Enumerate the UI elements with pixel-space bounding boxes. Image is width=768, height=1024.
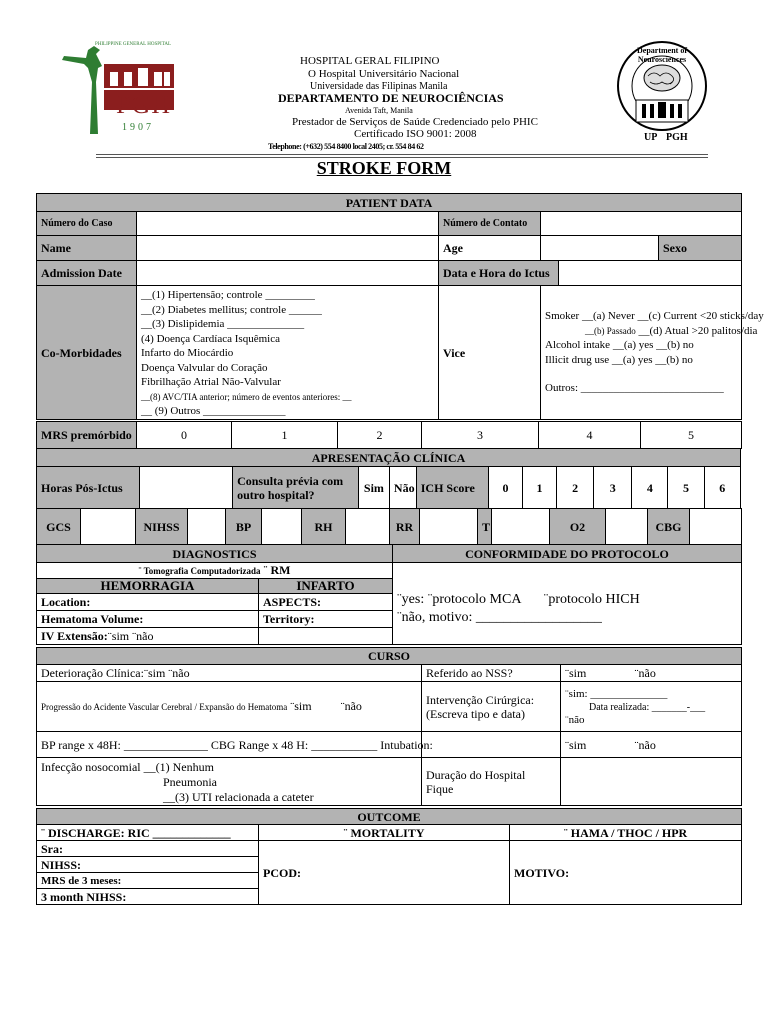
mrs-option[interactable]: 4: [539, 422, 641, 449]
intubation-no[interactable]: ¨não: [631, 732, 742, 758]
hours-post-ictus-label: Horas Pós-Ictus: [37, 467, 140, 509]
protocol-no-reason[interactable]: ¨não, motivo: __________________: [397, 609, 602, 625]
ich-score-label: ICH Score: [416, 467, 488, 509]
contact-no-label: Número de Contato: [439, 212, 541, 236]
surgery-date[interactable]: Data realizada: _______-___: [589, 701, 706, 713]
mrs-option[interactable]: 2: [338, 422, 422, 449]
mrs-option[interactable]: 5: [641, 422, 742, 449]
ich-score-option[interactable]: 0: [488, 467, 522, 509]
smoker-past[interactable]: __(b) Passado: [585, 325, 636, 336]
bp-field[interactable]: [262, 509, 302, 545]
phone-line: Telephone: (+632) 554 8400 local 2405; cr. 554 84 62: [268, 142, 424, 151]
hemorrhage-header: HEMORRAGIA: [37, 579, 259, 594]
intubation-label: Intubation:: [380, 737, 433, 752]
smoker-current-heavy[interactable]: __(d) Atual >20 palitos/dia: [638, 324, 758, 337]
prior-consult-line: Consulta prévia com: [237, 473, 344, 488]
territory-field[interactable]: Territory:: [259, 611, 393, 628]
pgh-logo-brand: PGH: [116, 90, 172, 119]
motivo-field[interactable]: MOTIVO:: [510, 841, 742, 905]
mrs-label: MRS premórbido: [37, 422, 137, 449]
age-label: Age: [439, 236, 541, 261]
deterioration-field[interactable]: [37, 665, 422, 682]
infarct-header: INFARTO: [259, 579, 393, 594]
admission-date-label: Admission Date: [37, 261, 137, 286]
comorbidity-item[interactable]: Fibrilhação Atrial Não-Valvular: [141, 376, 281, 389]
patient-data-table: [36, 193, 764, 420]
mrs-option[interactable]: 3: [422, 422, 539, 449]
department-name: DEPARTAMENTO DE NEUROCIÊNCIAS: [278, 91, 504, 105]
protocol-yes-mca[interactable]: ¨yes: ¨protocolo MCA: [397, 591, 521, 607]
hematoma-volume-field[interactable]: Hematoma Volume:: [37, 611, 259, 628]
imaging-rm-option[interactable]: ¨ RM: [263, 563, 291, 577]
hama-option[interactable]: ¨ HAMA / THOC / HPR: [510, 825, 742, 841]
intubation-spacer: [422, 732, 561, 758]
conformity-header: CONFORMIDADE DO PROTOCOLO: [393, 545, 742, 563]
alcohol-line[interactable]: Alcohol intake __(a) yes __(b) no: [545, 339, 694, 352]
outcome-table: [36, 808, 742, 905]
form-title: STROKE FORM: [316, 158, 452, 178]
referred-no[interactable]: ¨não: [631, 665, 742, 682]
referred-yes[interactable]: ¨sim: [561, 665, 631, 682]
vice-block[interactable]: [541, 286, 764, 420]
iso-line: Certificado ISO 9001: 2008: [354, 128, 477, 140]
progression-no[interactable]: ¨não: [340, 699, 362, 713]
age-field[interactable]: [541, 236, 659, 261]
temp-label: T: [478, 509, 492, 545]
iv-extension-options[interactable]: ¨sim ¨não: [107, 629, 154, 643]
hospital-stay-line: Fique: [426, 781, 454, 796]
comorbidity-item[interactable]: __(8) AVC/TIA anterior; número de eventos anteriores: __: [141, 391, 352, 402]
prior-consult-label: [233, 467, 359, 509]
comorbidity-item[interactable]: __(1) Hipertensão; controle _________: [141, 289, 315, 302]
course-table: [36, 647, 742, 806]
mrs-3-months-field[interactable]: MRS de 3 meses:: [37, 873, 259, 889]
comorbidity-item[interactable]: Infarto do Miocárdio: [141, 347, 234, 360]
contact-no-field[interactable]: [541, 212, 742, 236]
bp-label: BP: [226, 509, 262, 545]
ich-score-option[interactable]: 1: [523, 467, 557, 509]
comorbidity-item[interactable]: __(2) Diabetes mellitus; controle ______: [141, 303, 322, 316]
patient-data-header: PATIENT DATA: [37, 194, 742, 212]
discharge-option[interactable]: ¨ DISCHARGE: RIC _____________: [37, 825, 259, 841]
comorbidity-item[interactable]: (4) Doença Cardíaca Isquêmica: [141, 332, 280, 345]
hospital-stay-label: [422, 758, 561, 806]
neuro-seal-brand-left: UP: [644, 132, 658, 143]
bp-range[interactable]: BP range x 48H: ______________: [41, 737, 208, 752]
nihss-discharge-field[interactable]: NIHSS:: [37, 857, 259, 873]
hospital-subtitle: O Hospital Universitário Nacional: [308, 68, 460, 80]
pgh-logo-year: 1907: [122, 122, 154, 133]
rh-label: RH: [302, 509, 346, 545]
ranges-field[interactable]: [37, 732, 433, 758]
mrs-table: [36, 421, 742, 449]
surgery-label-line: Intervenção Cirúrgica:: [426, 692, 535, 707]
hours-post-ictus-field[interactable]: [140, 467, 233, 509]
vice-others[interactable]: Outros: __________________________: [545, 382, 724, 395]
mrs-option[interactable]: 0: [137, 422, 232, 449]
clinical-header: APRESENTAÇÃO CLÍNICA: [37, 449, 741, 467]
progression-yes[interactable]: ¨sim: [290, 699, 312, 713]
address: Avenida Taft, Manila: [345, 106, 413, 115]
protocol-hich[interactable]: ¨protocolo HICH: [543, 591, 640, 607]
admission-date-field[interactable]: [137, 261, 439, 286]
prior-consult-yes[interactable]: Sim: [358, 467, 389, 509]
hospital-stay-field[interactable]: [561, 758, 742, 806]
prior-consult-line: outro hospital?: [237, 487, 315, 502]
comorbidity-item[interactable]: __ (9) Outros _______________: [141, 405, 286, 418]
sra-field[interactable]: Sra:: [37, 841, 259, 857]
comorbidities-list[interactable]: [137, 286, 439, 420]
iv-extension-label: IV Extensão:: [41, 629, 108, 643]
comorbidity-item[interactable]: __(3) Dislipidemia ______________: [141, 318, 305, 331]
referred-label: Referido ao NSS?: [422, 665, 561, 682]
ictus-datetime-label: Data e Hora do Ictus: [439, 261, 559, 286]
pgh-logo: [58, 42, 178, 136]
rr-field[interactable]: [420, 509, 478, 545]
surgery-yes[interactable]: ¨sim: ______________: [565, 687, 668, 700]
outcome-header: OUTCOME: [37, 809, 742, 825]
neuro-seal: [614, 40, 710, 144]
iv-extension-field[interactable]: [37, 628, 259, 645]
infection-none[interactable]: Infecção nosocomial __(1) Nenhum: [41, 760, 214, 774]
name-field[interactable]: [137, 236, 439, 261]
surgery-label: [422, 682, 561, 732]
surgery-no[interactable]: ¨não: [565, 713, 585, 726]
infection-uti[interactable]: __(3) UTI relacionada a cateter: [163, 790, 314, 804]
ich-score-option[interactable]: 4: [632, 467, 668, 509]
temp-field[interactable]: [492, 509, 550, 545]
vice-label: Vice: [439, 286, 541, 420]
cbg-range[interactable]: CBG Range x 48 H: ___________: [210, 737, 378, 752]
rh-field[interactable]: [346, 509, 390, 545]
nihss-label: NIHSS: [136, 509, 188, 545]
vitals-table: [36, 508, 742, 545]
hospital-stay-line: Duração do Hospital: [426, 767, 526, 782]
surgery-label-line: (Escreva tipo e data): [426, 706, 525, 721]
imaging-row[interactable]: [37, 563, 393, 579]
progression-label: Progressão do Acidente Vascular Cerebral / Expansão do Hematoma: [41, 702, 288, 712]
hospital-name: HOSPITAL GERAL FILIPINO: [300, 55, 440, 67]
surgery-field[interactable]: [561, 682, 742, 732]
case-no-field[interactable]: [137, 212, 439, 236]
infarct-empty-cell: [259, 628, 393, 645]
nihss-3-months-field[interactable]: 3 month NIHSS:: [37, 889, 259, 905]
gcs-field[interactable]: [81, 509, 136, 545]
intubation-yes[interactable]: ¨sim: [561, 732, 631, 758]
rr-label: RR: [390, 509, 420, 545]
ich-score-option[interactable]: 6: [704, 467, 740, 509]
university-name: Universidade das Filipinas Manila: [310, 81, 448, 92]
clinical-table: [36, 448, 741, 509]
o2-label: O2: [550, 509, 606, 545]
mortality-option[interactable]: ¨ MORTALITY: [259, 825, 510, 841]
ich-score-option[interactable]: 5: [668, 467, 704, 509]
infection-pneumonia[interactable]: Pneumonia: [163, 775, 217, 789]
ictus-datetime-field[interactable]: [559, 261, 742, 286]
pcod-field[interactable]: PCOD:: [259, 841, 510, 905]
progression-field[interactable]: [37, 682, 422, 732]
comorbidities-label: Co-Morbidades: [37, 286, 137, 420]
infection-field[interactable]: [37, 758, 422, 806]
drug-line[interactable]: Illicit drug use __(a) yes __(b) no: [545, 353, 693, 366]
diagnostics-header: DIAGNOSTICS: [37, 545, 393, 563]
diagnostics-table: [36, 544, 742, 645]
prior-consult-no[interactable]: Não: [389, 467, 416, 509]
gcs-label: GCS: [37, 509, 81, 545]
sex-label: Sexo: [659, 236, 742, 261]
ich-score-option[interactable]: 3: [594, 467, 632, 509]
aspects-field[interactable]: ASPECTS:: [259, 594, 393, 611]
nihss-field[interactable]: [188, 509, 226, 545]
protocol-conformity-block[interactable]: [393, 563, 742, 645]
neuro-seal-brand-right: PGH: [666, 132, 688, 143]
pgh-logo-top-text: PHILIPPINE GENERAL HOSPITAL: [94, 42, 172, 47]
neuro-seal-ring-text: Department of Neurosciences: [637, 46, 687, 64]
location-field[interactable]: Location:: [37, 594, 259, 611]
name-label: Name: [37, 236, 137, 261]
imaging-ct-option[interactable]: ¨ Tomografia Computadorizada: [138, 566, 261, 576]
cbg-label: CBG: [648, 509, 690, 545]
deterioration-label: Deterioração Clínica:: [41, 666, 144, 680]
provider-line: Prestador de Serviços de Saúde Credenciado pelo PHIC: [292, 116, 538, 128]
deterioration-options[interactable]: ¨sim ¨não: [143, 666, 190, 680]
o2-field[interactable]: [606, 509, 648, 545]
comorbidity-item[interactable]: Doença Valvular do Coração: [141, 361, 268, 374]
cbg-field[interactable]: [690, 509, 742, 545]
course-header: CURSO: [37, 648, 742, 665]
case-no-label: Número do Caso: [37, 212, 137, 236]
smoker-line[interactable]: Smoker __(a) Never __(c) Current <20 sticks/day: [545, 310, 764, 323]
ich-score-option[interactable]: 2: [557, 467, 594, 509]
mrs-option[interactable]: 1: [232, 422, 338, 449]
